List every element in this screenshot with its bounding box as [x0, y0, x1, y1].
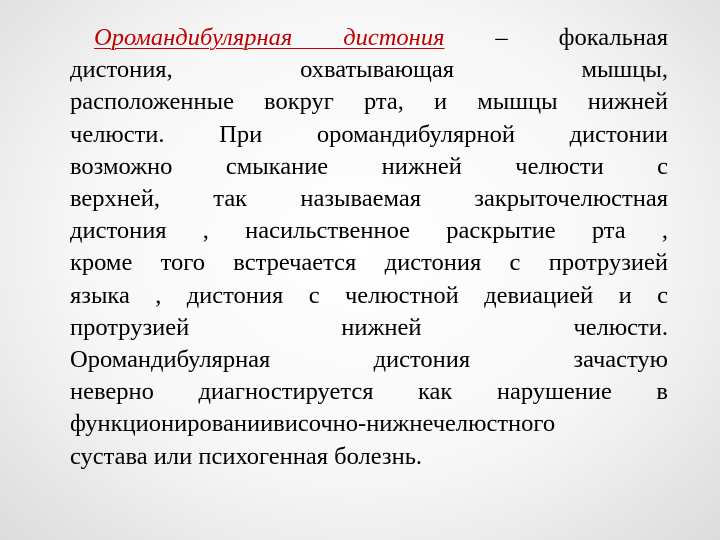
paragraph-line: верхней, так называемая закрыточелюстная	[70, 185, 668, 213]
paragraph-line: расположенные вокруг рта, и мышцы нижней	[70, 88, 668, 116]
highlighted-term: Оромандибулярная дистония	[94, 24, 445, 51]
paragraph-line: функционированиивисочно-нижнечелюстного	[70, 410, 556, 438]
line-text: – фокальная	[444, 24, 668, 51]
paragraph-line: языка , дистония с челюстной девиацией и с	[70, 281, 668, 309]
paragraph-line: кроме того встречается дистония с протрузией	[70, 249, 668, 277]
paragraph-line: сустава или психогенная болезнь.	[70, 442, 423, 470]
paragraph-line	[70, 22, 668, 54]
paragraph-line: челюсти. При оромандибулярной дистонии	[70, 120, 668, 148]
paragraph-line: дистония, охватывающая мышцы,	[70, 56, 668, 84]
paragraph-line: дистония , насильственное раскрытие рта ,	[70, 217, 668, 245]
paragraph-line: Оромандибулярная дистония зачастую	[70, 346, 668, 374]
paragraph-line: неверно диагностируется как нарушение в	[70, 378, 668, 406]
paragraph-line: протрузией нижней челюсти.	[70, 313, 668, 341]
definition-paragraph	[70, 22, 668, 473]
paragraph-line: возможно смыкание нижней челюсти с	[70, 152, 668, 180]
